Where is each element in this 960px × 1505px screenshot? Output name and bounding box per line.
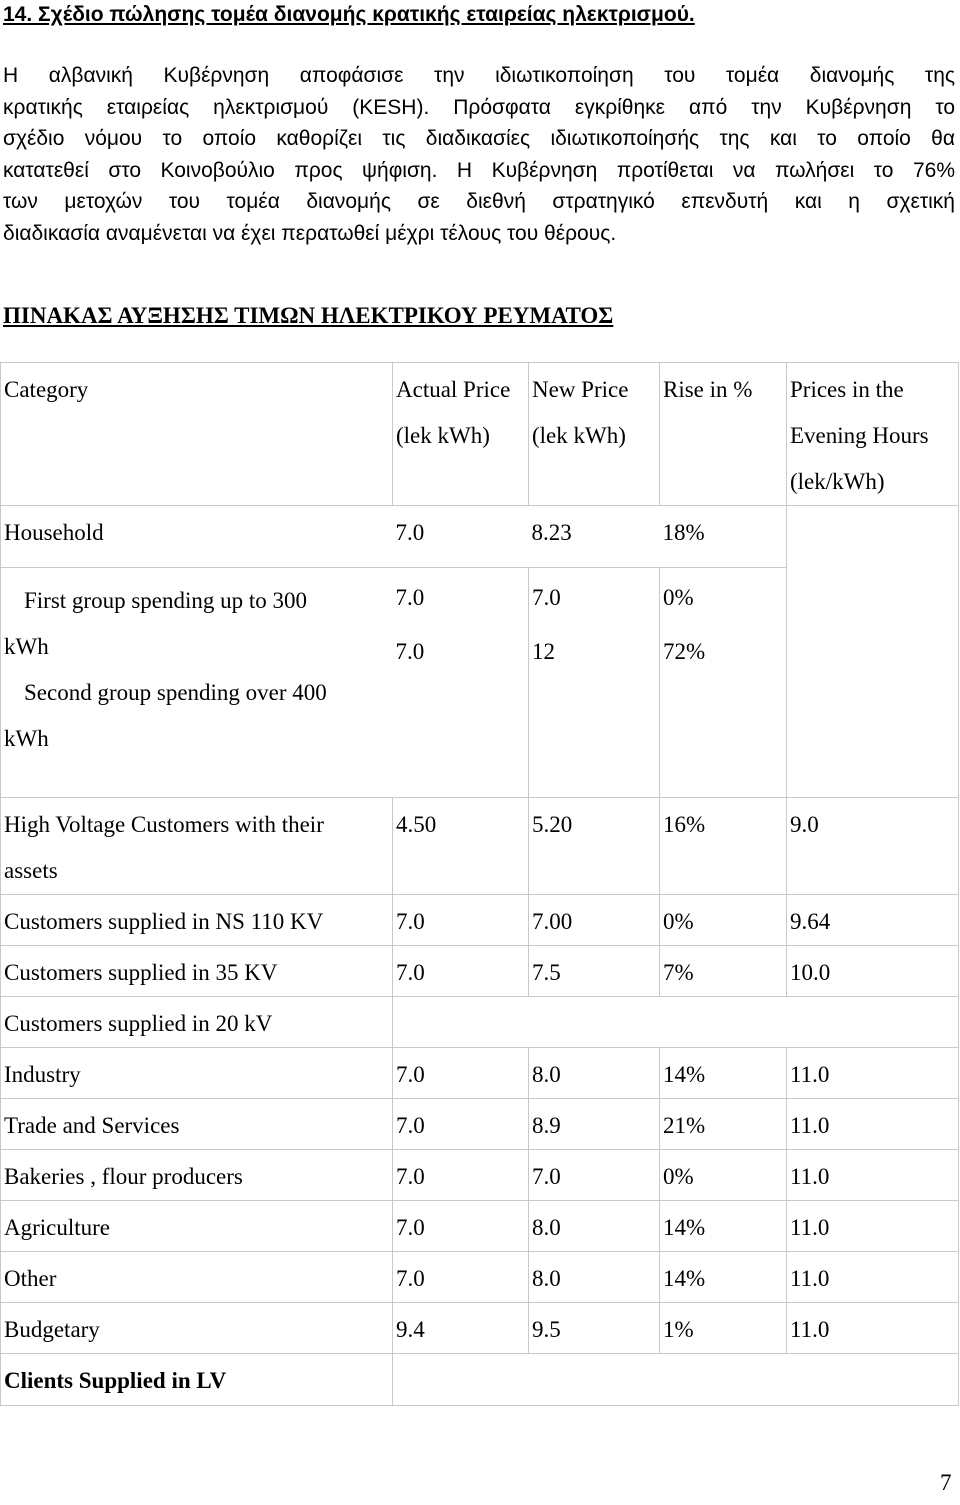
high-voltage-actual: 4.50 bbox=[393, 798, 529, 895]
table-row bbox=[1, 946, 959, 997]
row-rise: 14% bbox=[660, 1201, 787, 1252]
page-number: 7 bbox=[940, 1470, 952, 1495]
lv-empty bbox=[393, 1354, 959, 1406]
household-new: 8.23 bbox=[529, 506, 660, 568]
row-evening: 10.0 bbox=[787, 946, 959, 997]
paragraph-line: κρατικής εταιρείας ηλεκτρισμού (KESH). Πρόσφατα εγκρίθηκε από την Κυβέρνηση το bbox=[3, 95, 955, 119]
header-category: Category bbox=[1, 363, 393, 506]
row-actual: 7.0 bbox=[393, 1201, 529, 1252]
price-increase-table bbox=[0, 362, 959, 1406]
row-evening: 11.0 bbox=[787, 1252, 959, 1303]
header-new-price: New Price (lek kWh) bbox=[529, 363, 660, 506]
table-row bbox=[1, 1303, 959, 1354]
row-category: Customers supplied in NS 110 KV bbox=[1, 895, 393, 946]
row-evening: 11.0 bbox=[787, 1048, 959, 1099]
household-groups-rise: 0% 72% bbox=[660, 568, 787, 798]
row-rise: 14% bbox=[660, 1048, 787, 1099]
household-rise: 18% bbox=[660, 506, 787, 568]
row-new: 9.5 bbox=[529, 1303, 660, 1354]
row-rise: 14% bbox=[660, 1252, 787, 1303]
row-new: 8.0 bbox=[529, 1048, 660, 1099]
row-new: 7.00 bbox=[529, 895, 660, 946]
household-category: Household bbox=[1, 506, 393, 568]
intro-paragraph bbox=[3, 60, 955, 250]
row-rise: 21% bbox=[660, 1099, 787, 1150]
household-groups-actual: 7.0 7.0 bbox=[393, 568, 529, 798]
paragraph-line: σχέδιο νόμου το οποίο καθορίζει τις διαδικασίες ιδιωτικοποίησής της και το οποίο θα bbox=[3, 127, 955, 151]
table-row bbox=[1, 997, 959, 1048]
paragraph-line: διαδικασία αναμένεται να έχει περατωθεί μέχρι τέλους του θέρους. bbox=[3, 221, 617, 245]
row-new: 8.9 bbox=[529, 1099, 660, 1150]
table-row bbox=[1, 798, 959, 895]
kv20-label: Customers supplied in 20 kV bbox=[1, 997, 393, 1048]
header-evening-prices: Prices in the Evening Hours (lek/kWh) bbox=[787, 363, 959, 506]
row-evening: 11.0 bbox=[787, 1303, 959, 1354]
table-row bbox=[1, 1201, 959, 1252]
row-category: Customers supplied in 35 KV bbox=[1, 946, 393, 997]
row-evening: 11.0 bbox=[787, 1201, 959, 1252]
row-rise: 0% bbox=[660, 895, 787, 946]
table-row bbox=[1, 1099, 959, 1150]
section-heading: 14. Σχέδιο πώλησης τομέα διανομής κρατικής εταιρείας ηλεκτρισμού. bbox=[3, 3, 695, 26]
row-category: Budgetary bbox=[1, 1303, 393, 1354]
row-rise: 7% bbox=[660, 946, 787, 997]
paragraph-line: των μετοχών του τομέα διανομής σε διεθνή στρατηγικό επενδυτή και η σχετική bbox=[3, 190, 955, 214]
row-new: 7.0 bbox=[529, 1150, 660, 1201]
household-actual: 7.0 bbox=[393, 506, 529, 568]
row-category: Other bbox=[1, 1252, 393, 1303]
table-row bbox=[1, 1354, 959, 1406]
row-category: Agriculture bbox=[1, 1201, 393, 1252]
row-rise: 1% bbox=[660, 1303, 787, 1354]
row-evening: 11.0 bbox=[787, 1150, 959, 1201]
row-actual: 7.0 bbox=[393, 895, 529, 946]
table-row bbox=[1, 1252, 959, 1303]
row-evening: 9.64 bbox=[787, 895, 959, 946]
lv-label: Clients Supplied in LV bbox=[1, 1354, 393, 1406]
row-actual: 9.4 bbox=[393, 1303, 529, 1354]
row-category: Industry bbox=[1, 1048, 393, 1099]
row-actual: 7.0 bbox=[393, 1048, 529, 1099]
row-category: Bakeries , flour producers bbox=[1, 1150, 393, 1201]
row-rise: 0% bbox=[660, 1150, 787, 1201]
table-row bbox=[1, 1048, 959, 1099]
header-actual-price: Actual Price (lek kWh) bbox=[393, 363, 529, 506]
high-voltage-rise: 16% bbox=[660, 798, 787, 895]
row-new: 7.5 bbox=[529, 946, 660, 997]
kv20-empty bbox=[393, 997, 959, 1048]
high-voltage-evening: 9.0 bbox=[787, 798, 959, 895]
household-evening-empty bbox=[787, 506, 959, 798]
paragraph-line: κατατεθεί στο Κοινοβούλιο προς ψήφιση. Η Κυβέρνηση προτίθεται να πωλήσει το 76% bbox=[3, 158, 955, 182]
paragraph-line: Η αλβανική Κυβέρνηση αποφάσισε την ιδιωτικοποίηση του τομέα διανομής της bbox=[3, 64, 955, 87]
household-groups-new: 7.0 12 bbox=[529, 568, 660, 798]
row-evening: 11.0 bbox=[787, 1099, 959, 1150]
table-row bbox=[1, 1150, 959, 1201]
high-voltage-new: 5.20 bbox=[529, 798, 660, 895]
row-actual: 7.0 bbox=[393, 1150, 529, 1201]
row-category: Trade and Services bbox=[1, 1099, 393, 1150]
header-rise: Rise in % bbox=[660, 363, 787, 506]
row-new: 8.0 bbox=[529, 1201, 660, 1252]
row-actual: 7.0 bbox=[393, 1252, 529, 1303]
household-groups-category: First group spending up to 300 kWh Second group spending over 400 kWh bbox=[1, 568, 393, 798]
row-new: 8.0 bbox=[529, 1252, 660, 1303]
table-row bbox=[1, 895, 959, 946]
row-actual: 7.0 bbox=[393, 1099, 529, 1150]
table-row bbox=[1, 506, 959, 568]
table-title: ΠΙΝΑΚΑΣ ΑΥΞΗΣΗΣ ΤΙΜΩΝ ΗΛΕΚΤΡΙΚΟΥ ΡΕΥΜΑΤΟΣ bbox=[3, 303, 614, 328]
table-header-row bbox=[1, 363, 959, 506]
high-voltage-category: High Voltage Customers with their assets bbox=[1, 798, 393, 895]
row-actual: 7.0 bbox=[393, 946, 529, 997]
